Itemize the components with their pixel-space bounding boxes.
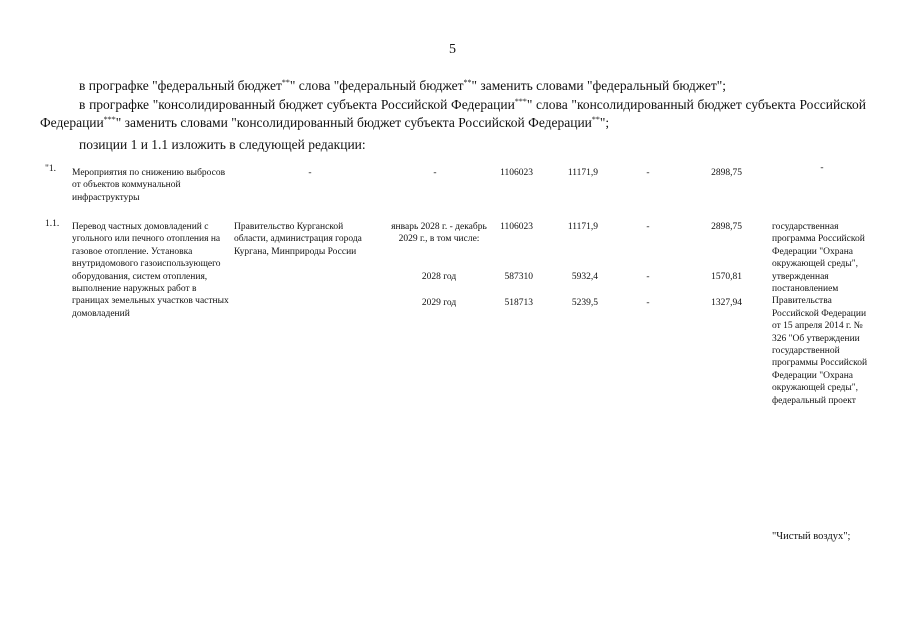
row2-responsible: Правительство Курганской области, администрация города Кургана, Минприроды России — [234, 222, 362, 257]
row2-federal: 11171,9 — [567, 222, 598, 232]
paragraph1-text-b: " слова "федеральный бюджет — [289, 78, 464, 93]
row4-total: 518713 — [504, 298, 533, 308]
row2-total: 1106023 — [500, 222, 533, 232]
footnote-mark: ** — [463, 78, 472, 87]
paragraph2-text-a: в прографке "консолидированный бюджет субъекта Российской Федерации — [79, 97, 515, 112]
row3-total: 587310 — [504, 272, 533, 282]
row1-federal: 11171,9 — [567, 168, 598, 178]
row4-term: 2029 год — [421, 298, 457, 308]
row1-name: Мероприятия по снижению выбросов от объектов коммунальной инфраструктуры — [72, 168, 226, 203]
row2-extra: 2898,75 — [711, 222, 742, 232]
paragraph1-text-a: в прографке "федеральный бюджет — [79, 78, 282, 93]
paragraph2-text-c: " заменить словами "консолидированный бюджет субъекта Российской Федерации — [115, 115, 592, 130]
row4-regional: - — [646, 298, 650, 308]
row1-responsible: - — [308, 168, 312, 178]
row1-regional: - — [646, 168, 650, 178]
footnote-mark: ** — [281, 78, 290, 87]
row2-name: Перевод частных домовладений с угольного или печного отопления на газовое отопление. Установка внутридомового газоиспользующего оборудования, систем отопления, выполнение наружных работ в границах земельных участков частных домовладений — [72, 222, 229, 319]
page-number: 5 — [449, 42, 456, 57]
paragraph-positions: позиции 1 и 1.1 изложить в следующей редакции: — [79, 137, 366, 152]
row3-regional: - — [646, 272, 650, 282]
footnote-mark: ** — [591, 115, 600, 124]
row3-term: 2028 год — [421, 272, 457, 282]
paragraph1-text-c: " заменить словами "федеральный бюджет"; — [471, 78, 727, 93]
row1-total: 1106023 — [500, 168, 533, 178]
row2-basis: государственная программа Российской Федерации "Охрана окружающей среды", утвержденная постановлением Правительства Российской Федерации от 15 апреля 2014 г. № 326 "Об утверждении государственной программы Российской Федерации "Охрана окружающей среды", федеральный проект — [772, 222, 868, 406]
row4-extra: 1327,94 — [711, 298, 742, 308]
paragraph2-text-b: " слова "консолидированный бюджет субъекта Российской Федерации — [40, 97, 867, 130]
row3-federal: 5932,4 — [571, 272, 598, 282]
paragraph-consolidated-budget — [40, 96, 866, 132]
row1-term: - — [433, 168, 437, 178]
footnote-mark: *** — [514, 97, 527, 106]
paragraph-federal-budget — [40, 77, 866, 95]
row1-number: "1. — [45, 164, 57, 174]
row2-term: январь 2028 г. - декабрь 2029 г., в том числе: — [391, 222, 487, 245]
row2-number: 1.1. — [45, 219, 60, 229]
row2-basis-last: "Чистый воздух"; — [772, 531, 851, 542]
paragraph2-text-d: "; — [599, 115, 610, 130]
row3-extra: 1570,81 — [711, 272, 742, 282]
row4-federal: 5239,5 — [571, 298, 598, 308]
row2-regional: - — [646, 222, 650, 232]
row1-extra: 2898,75 — [711, 168, 742, 178]
footnote-mark: *** — [103, 115, 116, 124]
row1-basis: - — [820, 163, 824, 173]
